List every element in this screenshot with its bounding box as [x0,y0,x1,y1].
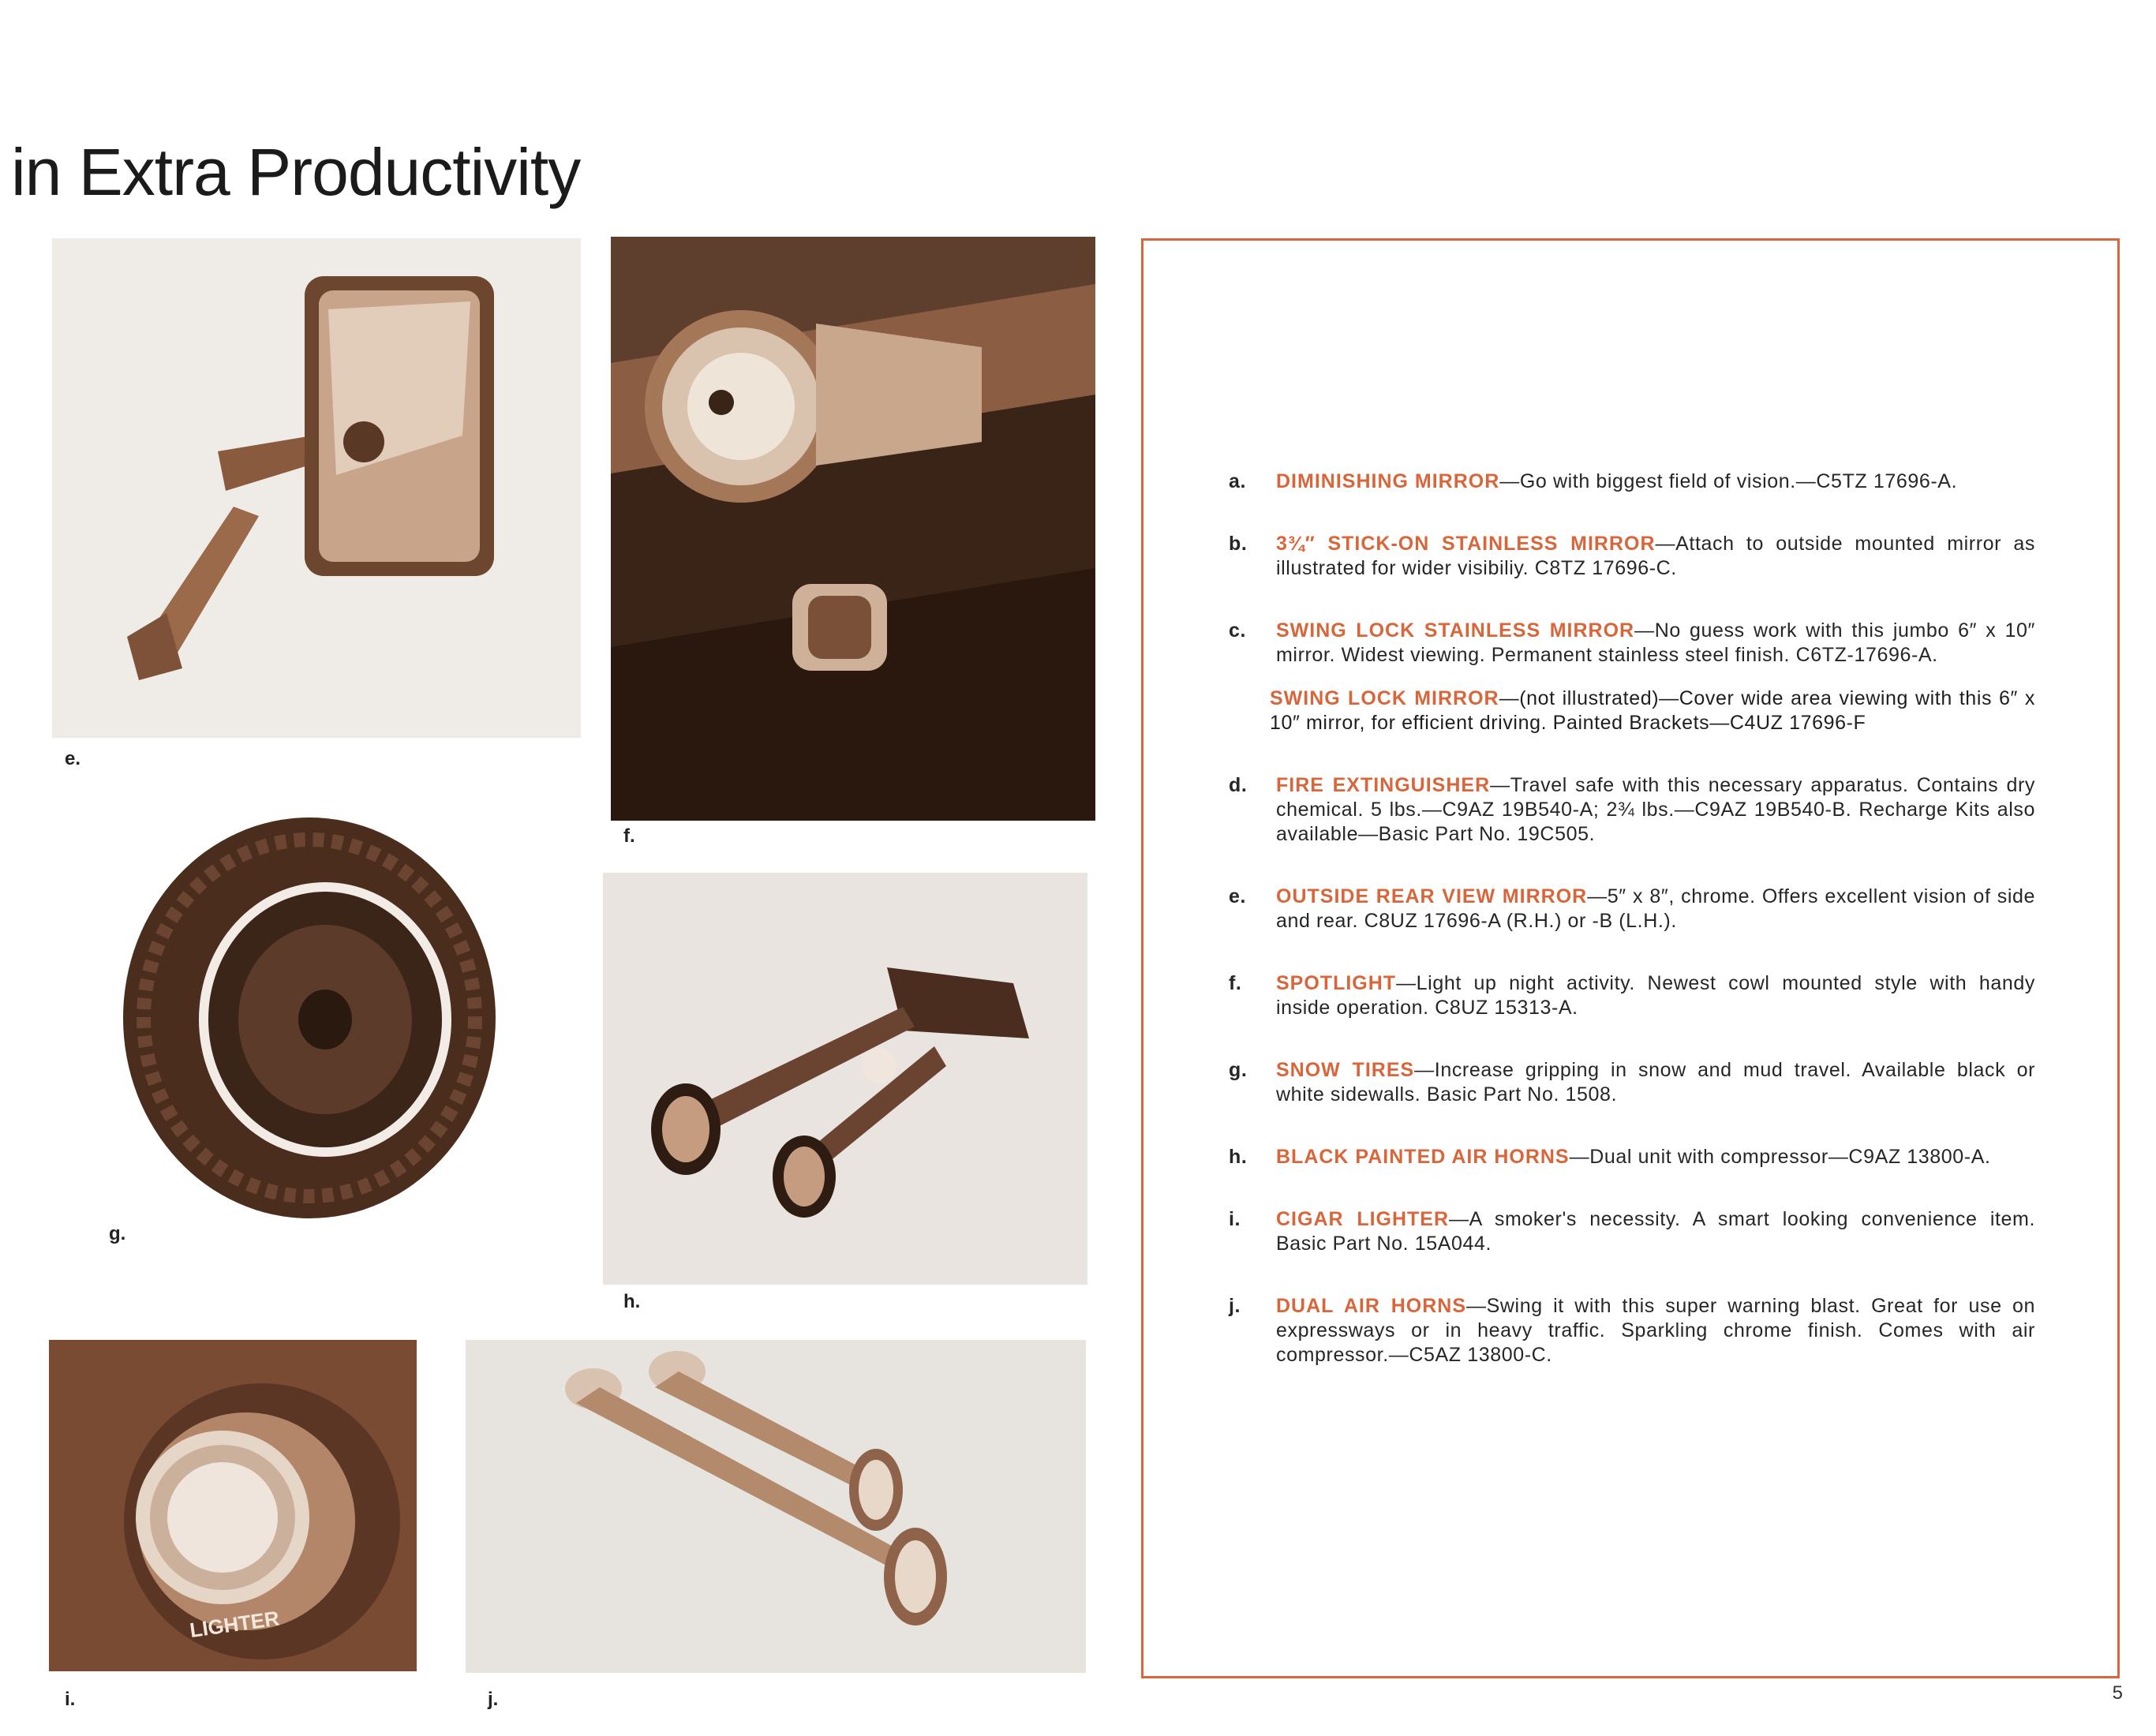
item-name: DUAL AIR HORNS [1276,1295,1467,1317]
item-text: —Attach to outside mounted mirror as illustrated for wider visibiliy. C8TZ 17696-C. [1276,533,2035,579]
page-title: in Extra Productivity [11,135,581,209]
item-text: —A smoker's necessity. A smart looking convenience item. Basic Part No. 15A044. [1276,1208,2036,1255]
caption-i: i. [65,1689,76,1710]
list-item-e: e. OUTSIDE REAR VIEW MIRROR—5″ x 8″, chrome. Offers excellent vision of side and rear. C8UZ 17696-A (R.H.) or -B (L.H.). [1229,885,2036,932]
list-item-d: d. FIRE EXTINGUISHER—Travel safe with this necessary apparatus. Contains dry chemical. 5 lbs.—C9AZ 19B540-A; 2¾ lbs.—C9AZ 19B540-B. Recharge Kits also available—Basic Part No. 19C505. [1229,774,2035,845]
item-name: SWING LOCK MIRROR [1270,687,1499,709]
item-name: DIMINISHING MIRROR [1276,470,1500,492]
item-text: —Travel safe with this necessary apparatus. Contains dry chemical. 5 lbs.—C9AZ 19B540-A; 2¾ lbs.—C9AZ 19B540-B. Recharge Kits also available—Basic Part No. 19C505. [1276,774,2035,845]
item-text: —Dual unit with compressor—C9AZ 13800-A. [1569,1146,1991,1168]
item-name: 3¾″ STICK-ON STAINLESS MIRROR [1276,533,1656,555]
photo-outside-rear-view-mirror [52,238,581,738]
list-item-i: i. CIGAR LIGHTER—A smoker's necessity. A smart looking convenience item. Basic Part No. 15A044. [1229,1208,2036,1255]
item-name: FIRE EXTINGUISHER [1276,774,1491,796]
caption-j: j. [488,1689,499,1710]
item-name: CIGAR LIGHTER [1276,1208,1450,1230]
accessory-description-panel [1141,238,2120,1678]
list-item-g: g. SNOW TIRES—Increase gripping in snow and mud travel. Available black or white sidewalls. Basic Part No. 1508. [1229,1059,2036,1106]
list-item-a: a. DIMINISHING MIRROR—Go with biggest field of vision.—C5TZ 17696-A. [1229,470,1958,492]
lighter-knob-label: LIGHTER [188,1606,281,1643]
list-item-b: b. 3¾″ STICK-ON STAINLESS MIRROR—Attach to outside mounted mirror as illustrated for wider visibiliy. C8TZ 17696-C. [1229,533,2035,579]
photo-cigar-lighter [49,1340,417,1671]
photo-spotlight [611,237,1095,821]
list-item-c-note [1270,687,2035,735]
photo-snow-tire [118,813,500,1223]
item-name: BLACK PAINTED AIR HORNS [1276,1146,1570,1168]
list-item-j: j. DUAL AIR HORNS—Swing it with this super warning blast. Great for use on expressways or in heavy traffic. Sparkling chrome finish. Comes with air compressor.—C5AZ 13800-C. [1229,1295,2035,1366]
item-name: SWING LOCK STAINLESS MIRROR [1276,619,1635,642]
item-name: SNOW TIRES [1276,1059,1415,1081]
photo-black-air-horns [603,873,1087,1285]
accessory-list [1222,470,2035,1367]
photo-dual-air-horns [466,1340,1086,1673]
caption-f: f. [623,825,635,847]
item-text: —5″ x 8″, chrome. Offers excellent vision of side and rear. C8UZ 17696-A (R.H.) or -B (L.H.). [1276,885,2036,932]
item-text: —Go with biggest field of vision.—C5TZ 17696-A. [1499,470,1958,492]
item-text: —Increase gripping in snow and mud travel. Available black or white sidewalls. Basic Part No. 1508. [1276,1059,2036,1106]
caption-e: e. [65,748,81,769]
item-text: —Light up night activity. Newest cowl mounted style with handy inside operation. C8UZ 15313-A. [1276,972,2035,1019]
caption-g: g. [109,1223,126,1244]
list-item-f: f. SPOTLIGHT—Light up night activity. Newest cowl mounted style with handy inside operation. C8UZ 15313-A. [1229,972,2035,1019]
page-number: 5 [2112,1682,2123,1704]
item-name: OUTSIDE REAR VIEW MIRROR [1276,885,1588,907]
caption-h: h. [623,1291,641,1312]
item-name: SPOTLIGHT [1276,972,1397,994]
item-text: —(not illustrated)—Cover wide area viewing with this 6″ x 10″ mirror, for efficient driving. Painted Brackets—C4UZ 17696-F [1270,687,2035,734]
list-item-c: c. SWING LOCK STAINLESS MIRROR—No guess work with this jumbo 6″ x 10″ mirror. Widest viewing. Permanent stainless steel finish. C6TZ-17696-A. [1229,619,2035,666]
item-text: —No guess work with this jumbo 6″ x 10″ mirror. Widest viewing. Permanent stainless steel finish. C6TZ-17696-A. [1276,619,2035,666]
list-item-h: h. BLACK PAINTED AIR HORNS—Dual unit with compressor—C9AZ 13800-A. [1229,1146,1991,1168]
item-text: —Swing it with this super warning blast. Great for use on expressways or in heavy traffic. Sparkling chrome finish. Comes with air compressor.—C5AZ 13800-C. [1276,1295,2035,1366]
